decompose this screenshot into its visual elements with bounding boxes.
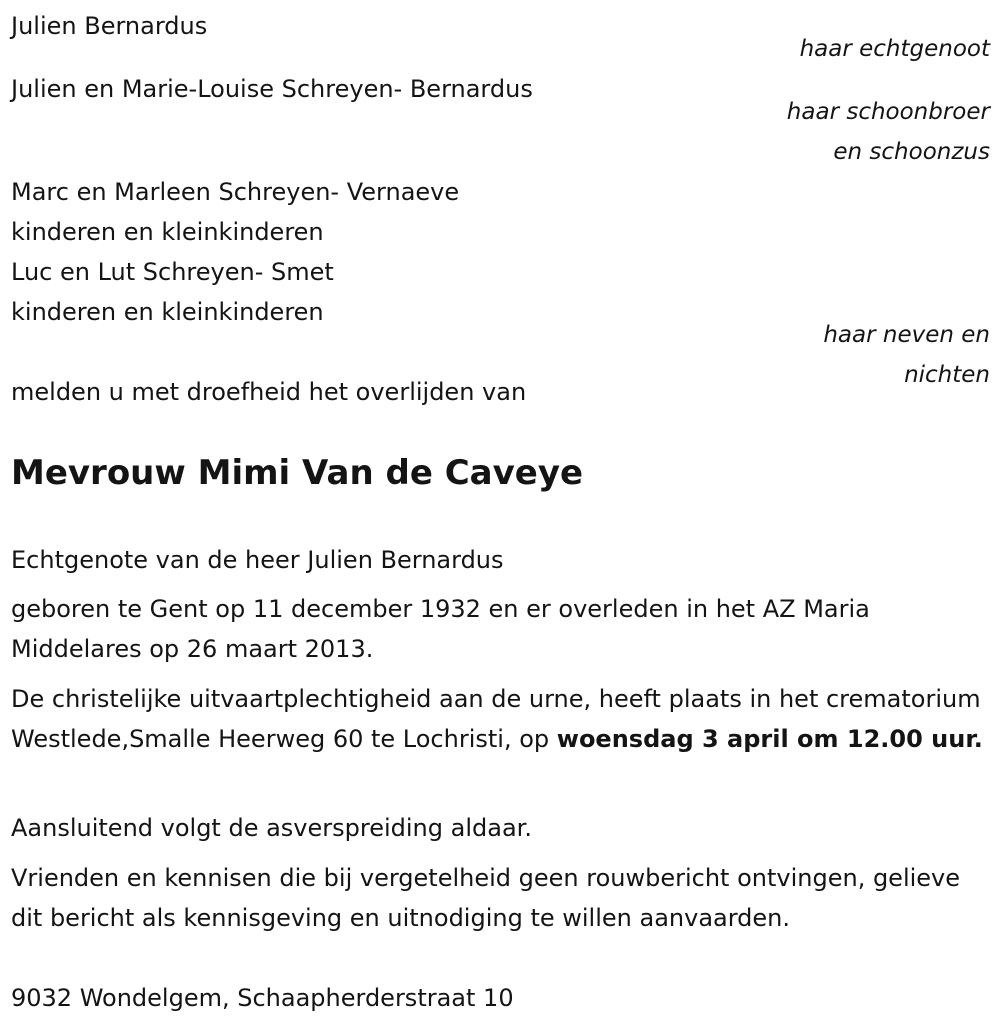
nephews-relation-line-2: nichten	[904, 362, 990, 388]
inlaws-relation-line-2: en schoonzus	[833, 139, 990, 165]
inlaws-name: Julien en Marie-Louise Schreyen- Bernardus	[11, 75, 533, 103]
ceremony-paragraph	[11, 679, 986, 759]
nephew2-name: Luc en Lut Schreyen- Smet	[11, 258, 334, 286]
announcement-text: melden u met droefheid het overlijden van	[11, 378, 527, 406]
ceremony-date: woensdag 3 april om 12.00 uur.	[556, 725, 983, 753]
nephew1-children: kinderen en kleinkinderen	[11, 218, 324, 246]
birth-death-paragraph: geboren te Gent op 11 december 1932 en er overleden in het AZ Maria Middelares op 26 maart 2013.	[11, 595, 870, 663]
nephew2-children: kinderen en kleinkinderen	[11, 298, 324, 326]
ashes-paragraph: Aansluitend volgt de asverspreiding aldaar.	[11, 814, 532, 842]
nephew1-name: Marc en Marleen Schreyen- Vernaeve	[11, 178, 460, 206]
address: 9032 Wondelgem, Schaapherderstraat 10	[11, 984, 514, 1012]
husband-relation: haar echtgenoot	[799, 36, 990, 62]
friends-note-paragraph: Vrienden en kennisen die bij vergetelheid geen rouwbericht ontvingen, gelieve dit bericht als kennisgeving en uitnodiging te willen aanvaarden.	[11, 864, 961, 932]
nephews-relation-line-1: haar neven en	[823, 322, 990, 348]
ceremony-text: De christelijke uitvaartplechtigheid aan de urne, heeft plaats in het crematorium Westlede,Smalle Heerweg 60 te Lochristi, op	[11, 685, 981, 753]
inlaws-relation-line-1: haar schoonbroer	[786, 99, 990, 125]
husband-name: Julien Bernardus	[11, 12, 208, 40]
deceased-name: Mevrouw Mimi Van de Caveye	[11, 453, 584, 493]
spouse-line: Echtgenote van de heer Julien Bernardus	[11, 546, 504, 574]
